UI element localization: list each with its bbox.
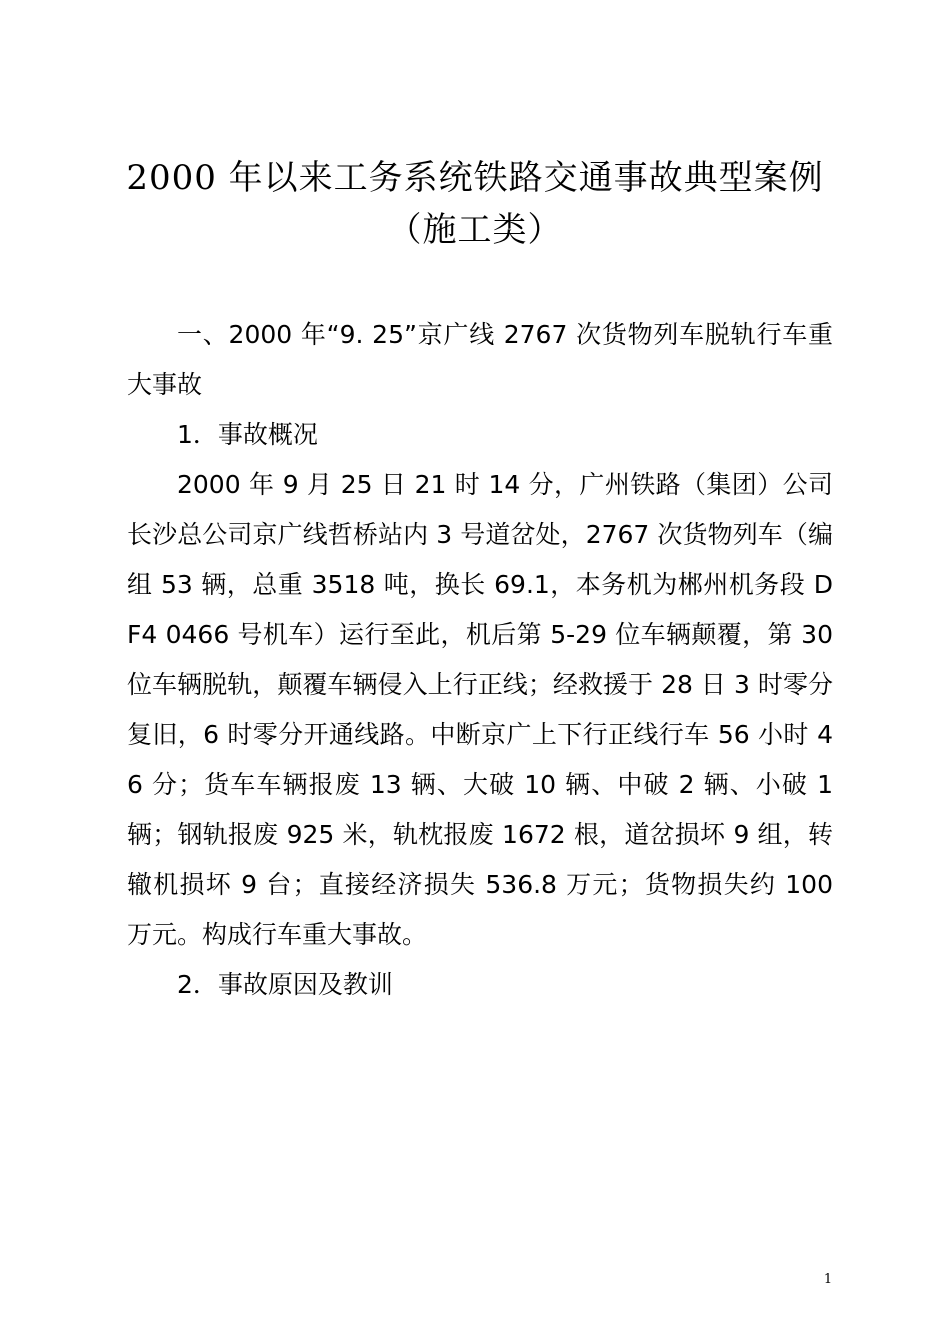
page-number: 1 [823, 1272, 833, 1287]
document-title: 2000 年以来工务系统铁路交通事故典型案例 [126, 158, 824, 198]
document-subtitle: （施工类） [387, 210, 563, 250]
document-body [127, 310, 833, 1010]
section-heading: 一、2000 年“9. 25”京广线 2767 次货物列车脱轨行车重大事故 [127, 320, 833, 399]
subheading-causes-lessons: 2．事故原因及教训 [177, 970, 393, 999]
accident-summary-paragraph: 2000 年 9 月 25 日 21 时 14 分，广州铁路（集团）公司长沙总公司京广线哲桥站内 3 号道岔处，2767 次货物列车（编组 53 辆，总重 3518 吨，换长 69.1，本务机为郴州机务段 DF4 0466 号机车）运行至此，机后第 5-29 位车辆颠覆，第 30 位车辆脱轨，颠覆车辆侵入上行正线；经救援于 28 日 3 时零分复旧，6 时零分开通线路。中断京广上下行正线行车 56 小时 46 分；货车车辆报废 13 辆、大破 10 辆、中破 2 辆、小破 1 辆；钢轨报废 925 米，轨枕报废 1672 根，道岔损坏 9 组，转辙机损坏 9 台；直接经济损失 536.8 万元；货物损失约 100 万元。构成行车重大事故。 [127, 470, 833, 949]
subheading-accident-overview: 1．事故概况 [177, 420, 318, 449]
